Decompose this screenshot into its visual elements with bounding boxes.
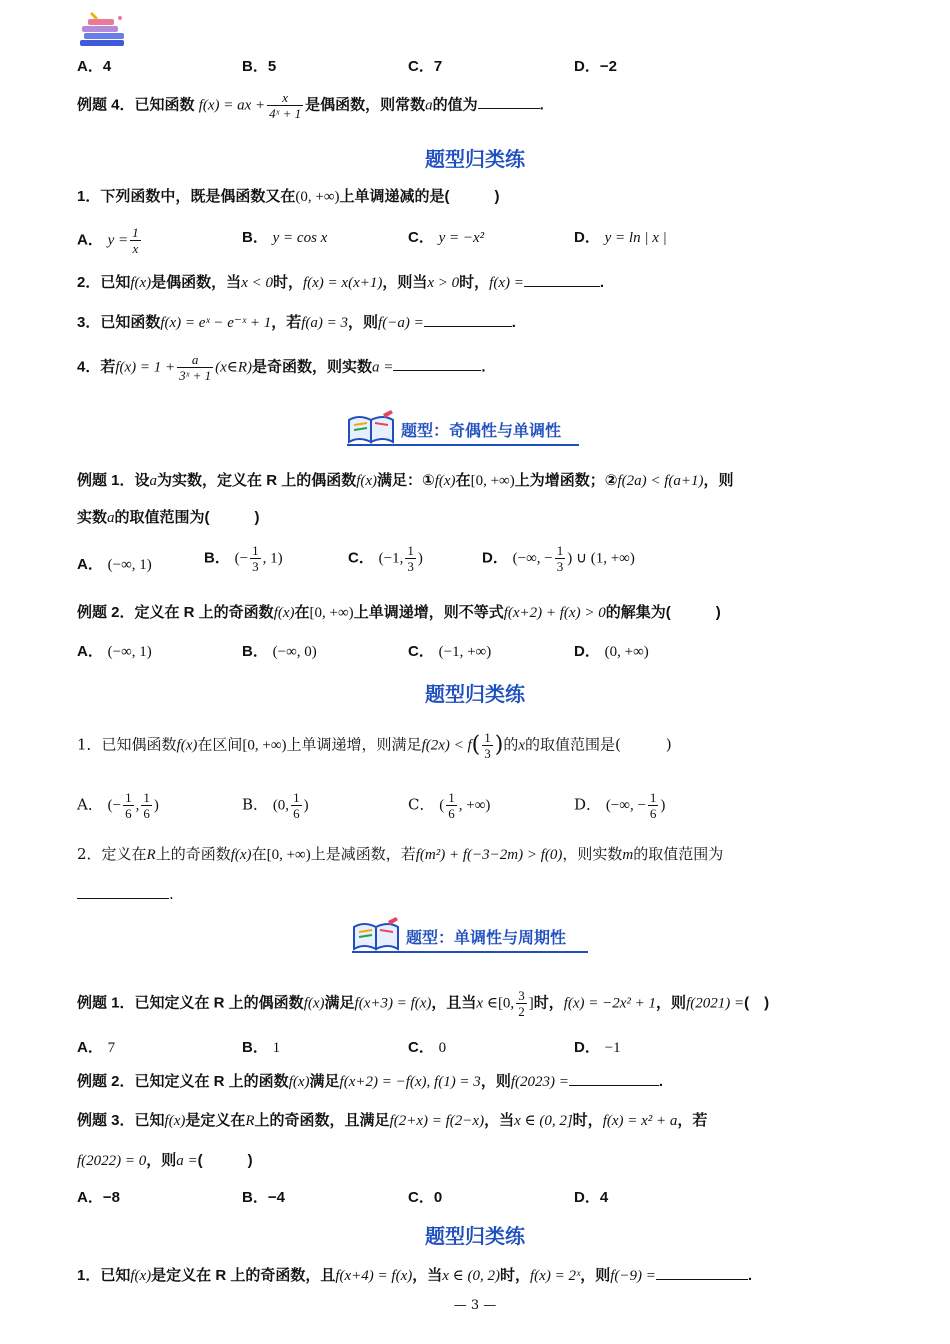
- open-book-icon: [350, 917, 402, 953]
- practice2-option-d: D． (−∞, − $\frac{1}{6}$ ): [574, 790, 666, 821]
- section-heading: 题型归类练: [425, 1224, 525, 1248]
- practice-q3: 3．已知函数f(x) = eˣ − e⁻ˣ + 1，若f(a) = 3，则f(−a) = .: [77, 314, 516, 331]
- option-b: B．5: [242, 58, 277, 75]
- ex3b-option-c: C．0: [408, 1189, 443, 1206]
- page-number: — 3 —: [453, 1298, 497, 1313]
- ex1a-option-d: D． (−∞, − $\frac{1}{3}$ ) ∪ (1, +∞): [482, 543, 635, 574]
- option-a: A．4: [77, 58, 112, 75]
- practice-q1-option-a: A． y = $\frac{1}{x}$: [77, 225, 139, 256]
- practice-q1-option-c: C． y = −x²: [408, 229, 485, 246]
- ex3b-option-b: B．−4: [242, 1189, 285, 1206]
- practice2-q2: 2．定义在R上的奇函数f(x)在[0, +∞)上是减函数，若f(m²) + f(−3−2m) > f(0)，则实数m的取值范围为: [77, 845, 724, 863]
- section-banner: [345, 410, 579, 450]
- practice-q1-option-b: B． y = cos x: [242, 229, 328, 246]
- section-heading: 题型归类练: [425, 147, 525, 171]
- practice2-option-b: B． (0, $\frac{1}{6}$ ): [242, 790, 309, 821]
- fraction: $\frac{x}{\text{4ˣ + 1}}$: [269, 90, 302, 121]
- practice2-option-a: A． (− $\frac{1}{6}$ , $\frac{1}{6}$ ): [77, 790, 159, 821]
- example-label: 例题 4．: [77, 96, 135, 114]
- example-2b: 例题 2．已知定义在 R 上的函数f(x)满足f(x+2) = −f(x), f(1) = 3，则f(2023) = .: [77, 1073, 664, 1090]
- ex1a-option-a: A． (−∞, 1): [77, 556, 152, 573]
- answer-blank: [656, 1265, 748, 1280]
- ex1b-option-a: A． 7: [77, 1039, 116, 1056]
- example-2: 例题 2．定义在 R 上的奇函数f(x)在[0, +∞)上单调递增，则不等式f(x+2) + f(x) > 0的解集为( ): [77, 604, 721, 621]
- answer-blank: [524, 272, 600, 287]
- example-1-line-2: 实数a的取值范围为( ): [77, 509, 260, 526]
- ex2a-option-c: C． (−1, +∞): [408, 643, 492, 660]
- practice2-q1: 1．已知偶函数f(x)在区间[0, +∞)上单调递增，则满足f(2x) < f( $\frac{1}{3}$ )的x的取值范围是( ): [77, 730, 672, 761]
- open-book-icon: [345, 410, 397, 446]
- banner-label: 题型：奇偶性与单调性: [401, 421, 562, 440]
- option-d: D．−2: [574, 58, 617, 75]
- practice2-option-c: C． ( $\frac{1}{6}$ , +∞): [408, 790, 491, 821]
- section-banner: [350, 917, 588, 957]
- practice-q1: 1．下列函数中，既是偶函数又在(0, +∞)上单调递减的是( ): [77, 188, 500, 205]
- ex2a-option-d: D． (0, +∞): [574, 643, 649, 660]
- books-logo-icon: [78, 10, 128, 50]
- practice2-q2-answer: .: [77, 883, 174, 905]
- ex2a-option-b: B． (−∞, 0): [242, 643, 317, 660]
- ex3b-option-d: D．4: [574, 1189, 609, 1206]
- example-1b: 例题 1．已知定义在 R 上的偶函数f(x)满足f(x+3) = f(x)，且当x ∈[0, $\frac{3}{2}$ ]时，f(x) = −2x² + 1，则f(2021) =( ): [77, 988, 770, 1019]
- practice-q2: 2．已知f(x)是偶函数，当x < 0时，f(x) = x(x+1)，则当x > 0时，f(x) = .: [77, 274, 605, 291]
- ex1b-option-b: B． 1: [242, 1039, 281, 1056]
- ex1a-option-c: C． (−1, $\frac{1}{3}$ ): [348, 543, 423, 574]
- practice3-q1: 1．已知f(x)是定义在 R 上的奇函数，且f(x+4) = f(x)，当x ∈ (0, 2)时，f(x) = 2ˣ，则f(−9) = .: [77, 1267, 753, 1284]
- answer-blank: [393, 356, 481, 371]
- option-c: C．7: [408, 58, 443, 75]
- banner-label: 题型：单调性与周期性: [406, 928, 567, 947]
- banner-rule: [347, 444, 579, 446]
- answer-blank: [424, 312, 512, 327]
- ex2a-option-a: A． (−∞, 1): [77, 643, 152, 660]
- practice-q1-option-d: D． y = ln | x |: [574, 229, 667, 246]
- ex1b-option-d: D． −1: [574, 1039, 621, 1056]
- ex1a-option-b: B． (− $\frac{1}{3}$ , 1): [204, 543, 283, 574]
- example-3b-line-1: 例题 3．已知f(x)是定义在R上的奇函数，且满足f(2+x) = f(2−x)，当x ∈ (0, 2]时，f(x) = x² + a，若: [77, 1112, 708, 1129]
- ex1b-option-c: C． 0: [408, 1039, 447, 1056]
- answer-blank: [569, 1071, 659, 1086]
- example-1-line-1: 例题 1．设a为实数，定义在 R 上的偶函数f(x)满足：①f(x)在[0, +∞)上为增函数；②f(2a) < f(a+1)，则: [77, 472, 734, 489]
- answer-blank: [77, 884, 169, 899]
- example-3b-line-2: f(2022) = 0，则a =( ): [77, 1152, 253, 1169]
- practice-q4: 4．若f(x) = 1 + $\frac{a}{\text{3ˣ + 1}}$ (x∈R)是奇函数，则实数a = .: [77, 352, 486, 383]
- ex3b-option-a: A．−8: [77, 1189, 120, 1206]
- example-4: 例题 4．已知函数 f(x) = ax + $\frac{x}{\text{4ˣ + 1}}$ 是偶函数，则常数a的值为 .: [77, 90, 544, 121]
- section-heading: 题型归类练: [425, 682, 525, 706]
- answer-blank: [478, 94, 540, 109]
- banner-rule: [352, 951, 588, 953]
